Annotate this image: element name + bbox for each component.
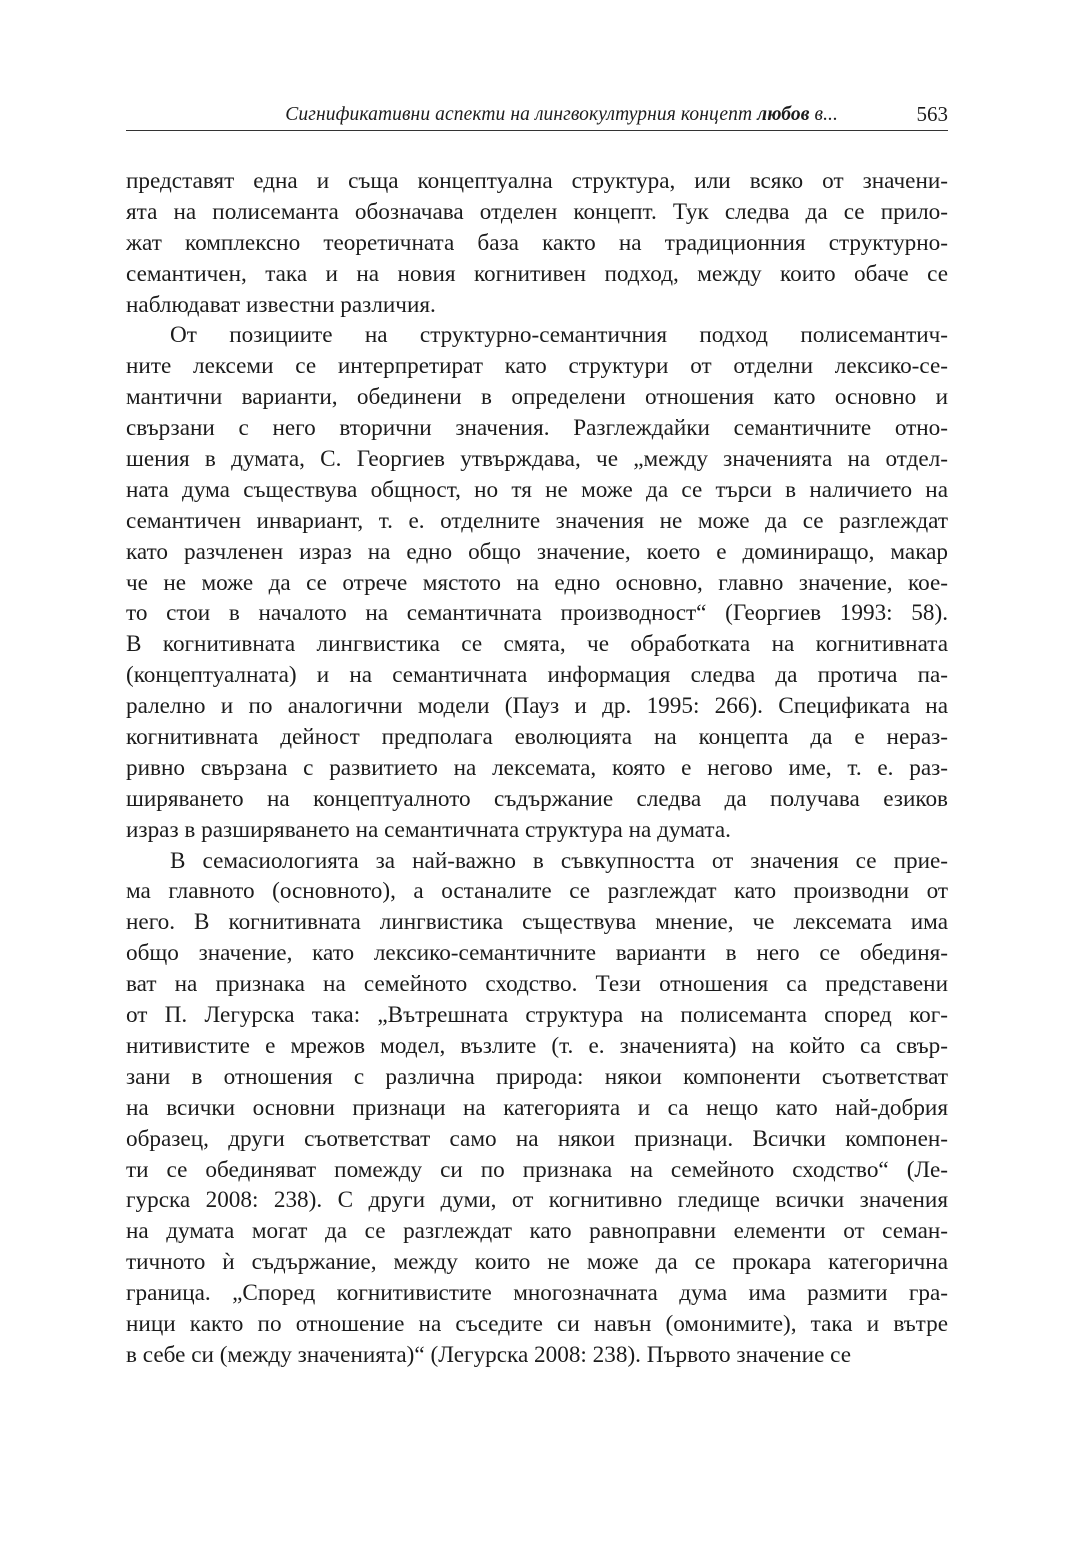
text-line: в себе си (между значенията)“ (Легурска 2008: 238). Първото значение се [126,1341,852,1368]
paragraph [126,166,948,320]
text-line: от П. Легурска така: „Вътрешната структура на полисеманта според ког- [126,1002,948,1029]
text-line: ват на признака на семейното сходство. Тези отношения са представени [126,971,948,998]
text-line: В когнитивната лингвистика се смята, че обработката на когнитивната [126,631,948,658]
text-line: на думата могат да се разглеждат като равноправни елементи от семан- [126,1218,948,1245]
running-title-post: в... [809,104,838,125]
text-line: свързани с него вторични значения. Разглеждайки семантичните отно- [126,415,948,442]
running-head [126,100,948,131]
running-title [285,104,838,126]
text-line: нитивистите е мрежов модел, възлите (т. е. значенията) на който са свър- [126,1032,948,1059]
text-line: ти се обединяват помежду си по признака на семейното сходство“ (Ле- [126,1156,948,1183]
text-line: когнитивната дейност предполага еволюцията на концепта да е нераз- [126,724,948,751]
text-line: образец, други съответстват само на някои признаци. Всички компонен- [126,1125,948,1152]
text-line: ната дума съществува общност, но тя не може да се търси в наличието на [126,476,948,503]
text-line: то стои в началото на семантичната производност“ (Георгиев 1993: 58). [126,600,948,627]
text-line: ните лексеми се интерпретират като структури от отделни лексико-се- [126,353,948,380]
paragraph [126,320,948,845]
text-line: него. В когнитивната лингвистика съществува мнение, че лексемата има [126,909,948,936]
text-line: От позициите на структурно-семантичния подход полисемантич- [170,322,948,349]
text-line: ривно свързана с развитието на лексемата, която е негово име, т. е. раз- [126,754,948,781]
text-line: граница. „Според когнитивистите многозначната дума има размити гра- [126,1280,948,1307]
text-line: израз в разширяването на семантичната структура на думата. [126,816,731,843]
text-line: мантични варианти, обединени в определени отношения като основно и [126,384,948,411]
text-line: ници както по отношение на съседите си навън (омонимите), така и вътре [126,1310,948,1337]
body-text [126,166,948,1371]
text-line: шения в думата, С. Георгиев утвърждава, че „между значенията на отдел- [126,446,948,473]
text-line: ята на полисеманта обозначава отделен концепт. Тук следва да се прило- [126,198,948,225]
text-line: жат комплексно теоретичната база както на традиционния структурно- [126,229,948,256]
text-line: В семасиологията за най-важно в съвкупността от значения се прие- [170,847,948,874]
page-number: 563 [916,102,948,126]
text-line: (концептуалната) и на семантичната информация следва да протича па- [126,662,948,689]
text-line: ралелно и по аналогични модели (Пауз и др. 1995: 266). Спецификата на [126,693,948,720]
text-line: представят една и съща концептуална структура, или всяко от значени- [126,168,948,194]
running-title-pre: Сигнификативни аспекти на лингвокултурния концепт [285,104,758,125]
text-line: общо значение, като лексико-семантичните варианти в него се обединя- [126,940,948,967]
text-line: семантичен, така и на новия когнитивен подход, между които обаче се [126,260,948,287]
text-line: като разчленен израз на едно общо значение, което е доминиращо, макар [126,538,948,565]
text-line: семантичен инвариант, т. е. отделните значения не може да се разглеждат [126,507,948,534]
paragraph [126,846,948,1371]
text-line: че не може да се отрече мястото на едно основно, главно значение, кое- [126,569,948,596]
text-line: тичното ѝ съдържание, между които не може да се прокара категорична [126,1249,948,1276]
text-line: ма главното (основното), а останалите се разглеждат като производни от [126,878,948,905]
text-line: зани в отношения с различна природа: някои компоненти съответстват [126,1063,948,1090]
text-line: на всички основни признаци на категорията и са нещо като най-добрия [126,1094,948,1121]
text-line: наблюдават известни различия. [126,291,436,318]
text-line: ширяването на концептуалното съдържание следва да получава езиков [126,785,948,812]
running-title-bold: любов [757,104,810,125]
text-line: гурска 2008: 238). С други думи, от когнитивно гледище всички значения [126,1187,948,1214]
